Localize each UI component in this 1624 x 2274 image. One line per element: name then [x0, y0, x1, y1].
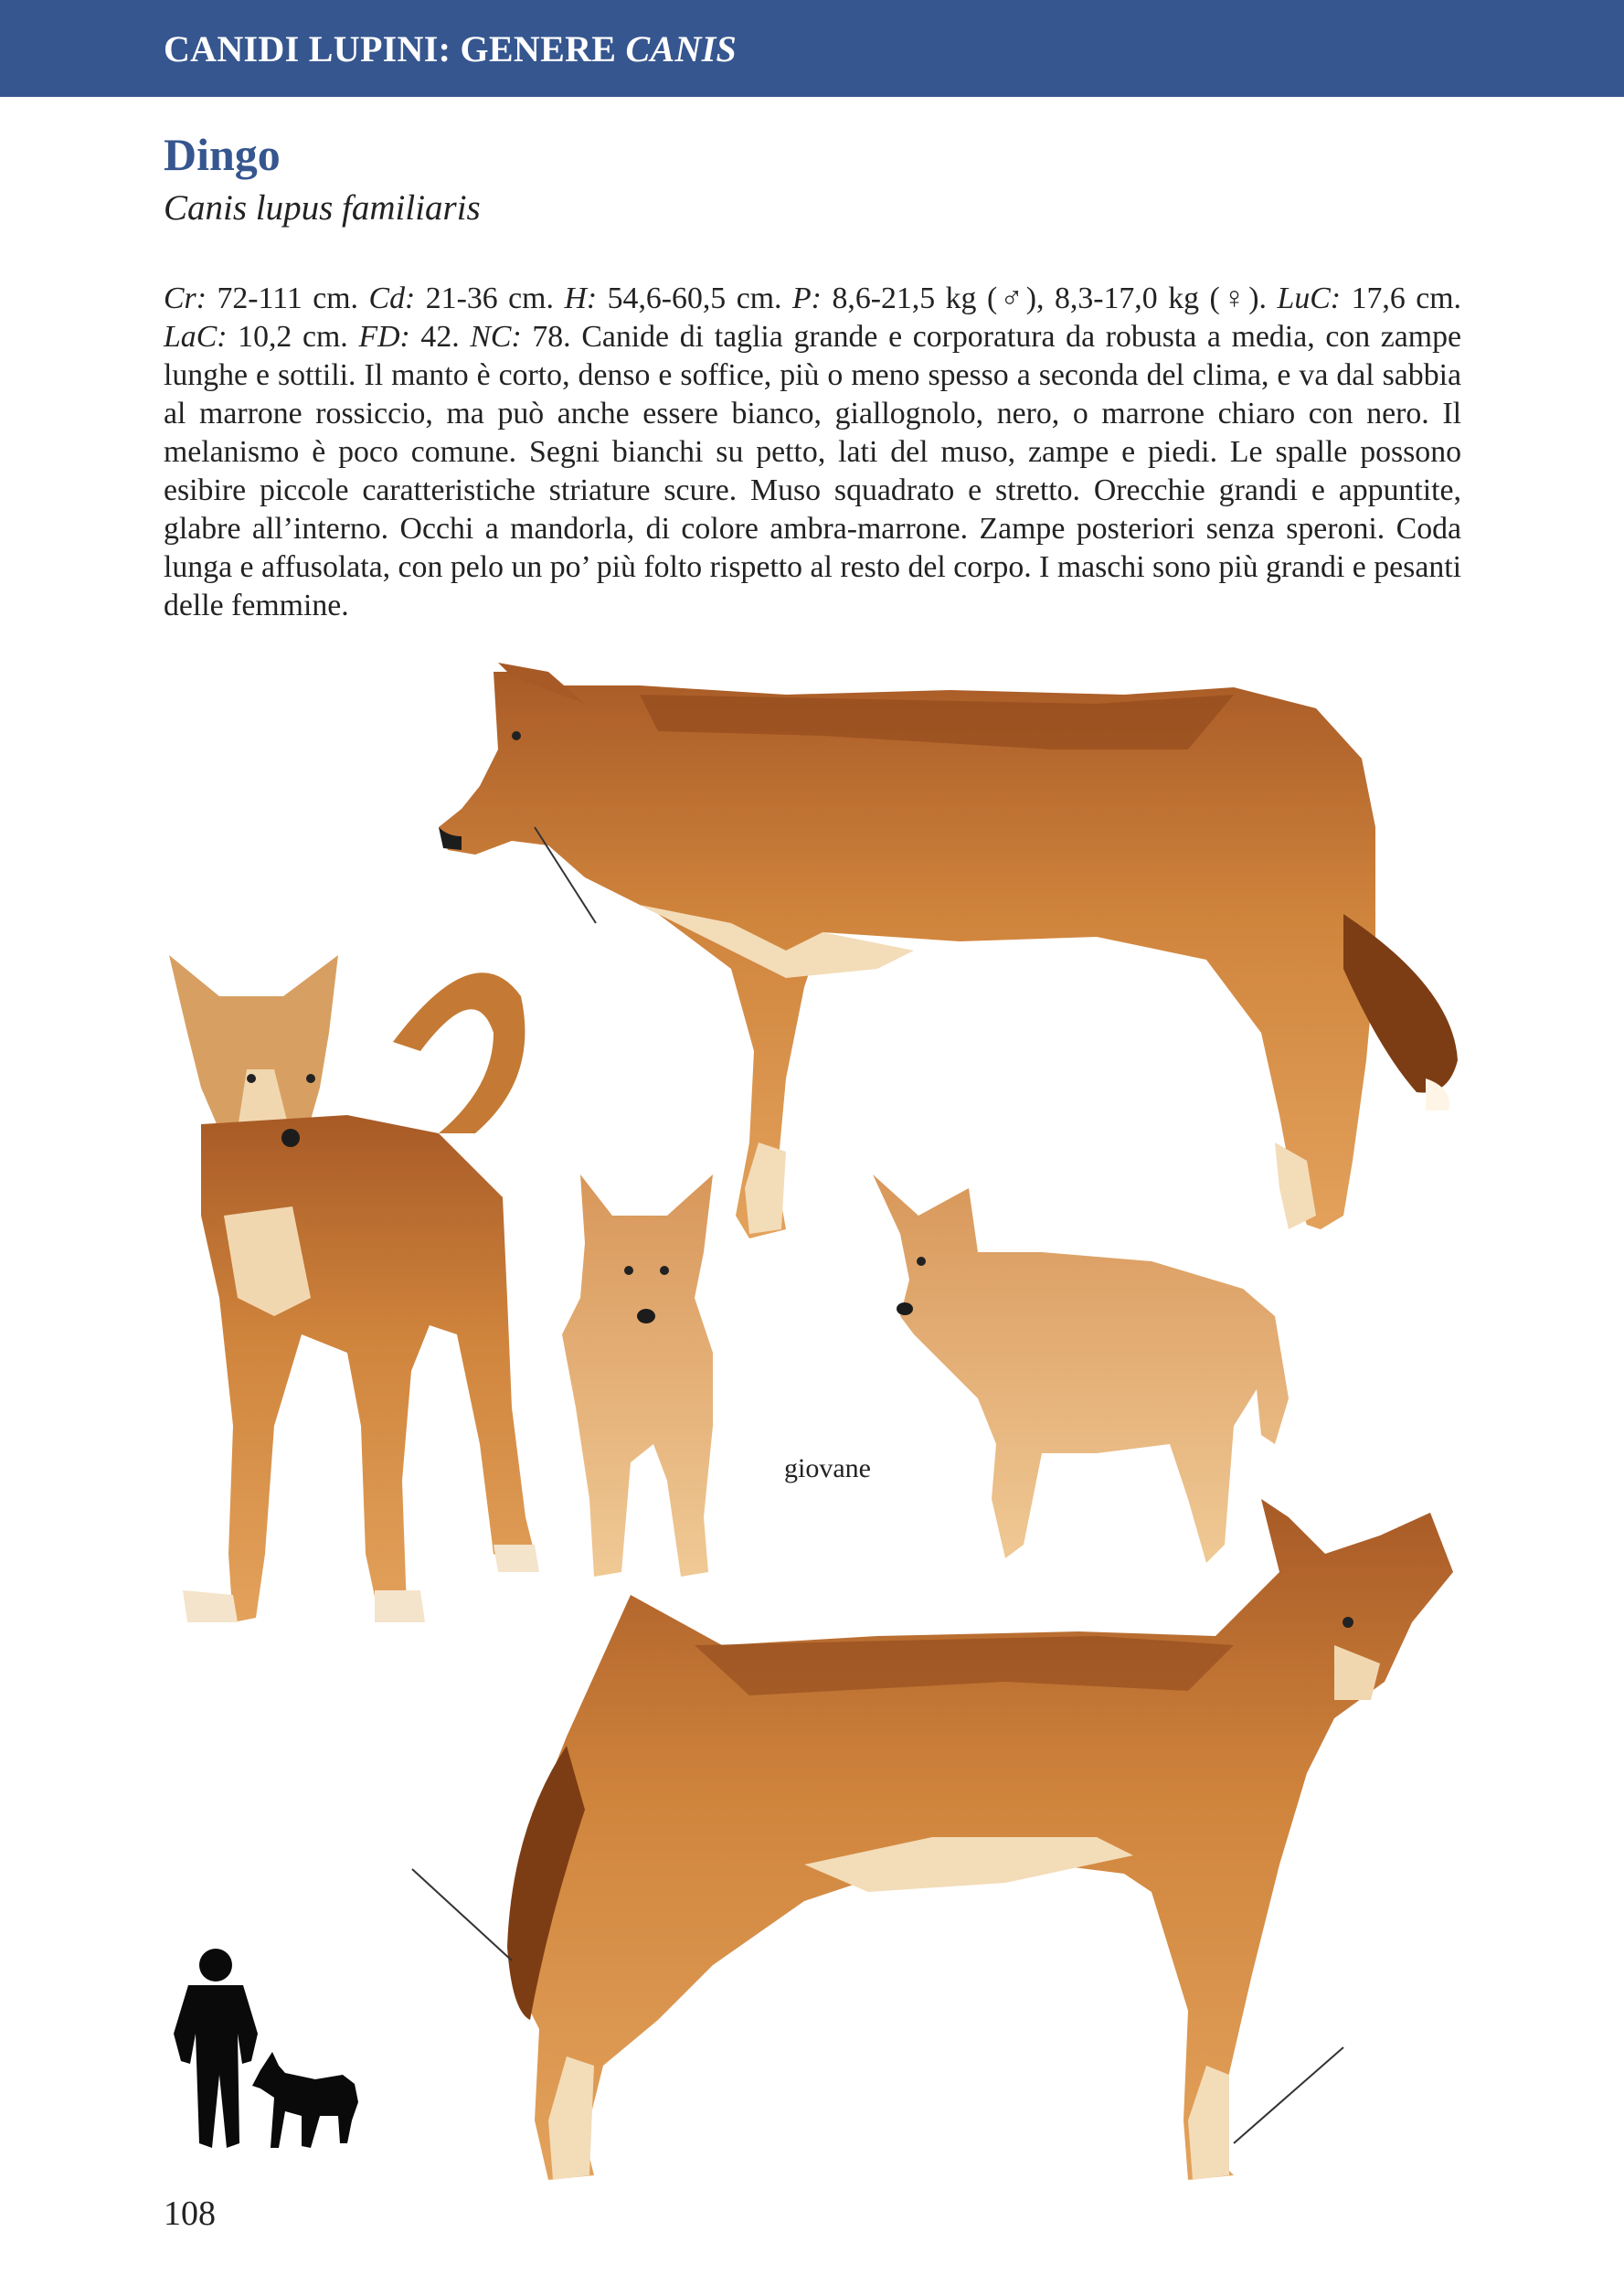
measure-label-cd: Cd: — [368, 282, 416, 315]
measure-value-fd: 42. — [409, 320, 471, 354]
chapter-title-prefix: CANIDI LUPINI: GENERE — [164, 28, 626, 69]
dingo-silhouette-icon — [252, 2052, 358, 2148]
measure-label-p: P: — [792, 282, 822, 315]
size-comparison-silhouettes — [174, 1949, 358, 2148]
page-number: 108 — [164, 2194, 216, 2233]
measure-value-p: 8,6-21,5 kg (♂), 8,3-17,0 kg (♀). — [821, 282, 1278, 315]
species-common-name: Dingo — [164, 129, 281, 180]
measure-label-luc: LuC: — [1277, 282, 1342, 315]
chapter-title-genus: CANIS — [625, 28, 738, 69]
species-scientific-name: Canis lupus familiaris — [164, 188, 481, 228]
measure-label-fd: FD: — [358, 320, 410, 354]
dingo-profile-bottom — [507, 1499, 1453, 2180]
measure-label-h: H: — [564, 282, 598, 315]
measure-value-lac: 10,2 cm. — [227, 320, 359, 354]
juvenile-label: giovane — [784, 1453, 871, 1483]
dingo-profile-top — [439, 663, 1458, 1238]
measure-value-cd: 21-36 cm. — [415, 282, 565, 315]
measure-label-nc: NC: — [470, 320, 522, 354]
measure-value-luc: 17,6 cm. — [1341, 282, 1462, 315]
dingo-frontal — [169, 955, 539, 1622]
measure-label-lac: LaC: — [164, 320, 228, 354]
description-text: Canide di taglia grande e corporatura da robusta a media, con zampe lunghe e sottili. Il manto è corto, denso e soffice, più o meno spesso a seconda del clima, e va dal sabbia al marrone rossiccio, ma può anche essere bianco, giallognolo, nero, o marrone chiaro con nero. Il melanismo è poco comune. Segni bianchi su petto, lati del muso, zampe e piedi. Le spalle possono esibire piccole caratteristiche striature scure. Muso squadrato e stretto. Orecchie grandi e appuntite, glabre all’interno. Occhi a mandorla, di colore ambra-marrone. Zampe posteriori senza speroni. Coda lunga e affusolata, con pelo un po’ più folto rispetto al resto del corpo. I maschi sono più grandi e pesanti delle femmine. — [164, 320, 1461, 622]
pup-frontal — [562, 1174, 713, 1577]
measure-label-cr: Cr: — [164, 282, 207, 315]
measure-value-h: 54,6-60,5 cm. — [597, 282, 793, 315]
human-silhouette-icon — [174, 1949, 258, 2148]
measure-value-cr: 72-111 cm. — [206, 282, 369, 315]
measure-value-nc: 78. — [521, 320, 582, 354]
pup-profile — [873, 1174, 1289, 1563]
